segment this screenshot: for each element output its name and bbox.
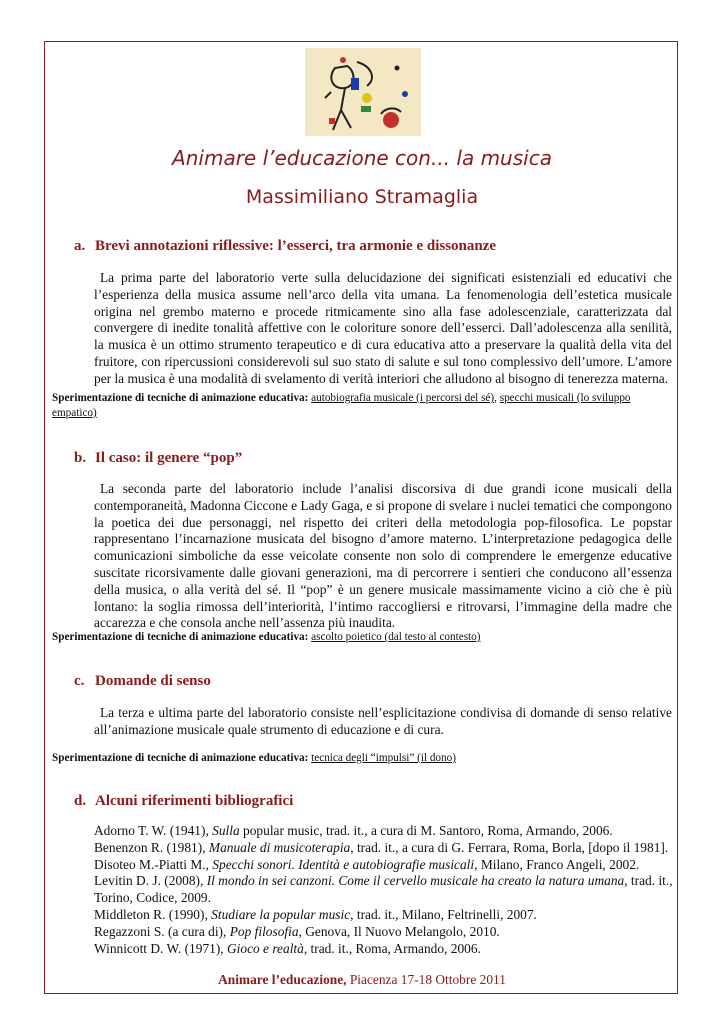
section-b-experimentation: Sperimentazione di tecniche di animazione educativa: ascolto poietico (dal testo al contesto) [52, 631, 481, 643]
section-a-paragraph: La prima parte del laboratorio verte sulla delucidazione dei significati esistenziali ed educativi che l’esperienza della musica assume nell’arco della vita umana. La fenomenologia dell’estetica musicale origina nel grembo materno e procede ritmicamente sino alla fase adolescenziale, caratterizzata dal convergere di inedite tonalità affettive con le coloriture sonore dell’esserci. Dall’adolescenza alla senilità, la musica è un ottimo strumento terapeutico e di cura educativa atto a preservare la qualità della vita del fruitore, con ripercussioni considerevoli sul suo stato di salute e sul tono complessivo dell’umore. L’amore per la musica è una modalità di svelamento di verità interiori che alludono al bisogno di tenerezza materna. [94, 270, 672, 386]
experimentation-link[interactable]: specchi musicali (lo sviluppo empatico) [52, 392, 631, 419]
section-a-experimentation: Sperimentazione di tecniche di animazione educativa: autobiografia musicale (i percorsi del sé), specchi musicali (lo sviluppo empatico) [52, 392, 631, 419]
author-name: Massimiliano Stramaglia [245, 186, 479, 208]
bibliography-entry: Benenzon R. (1981), Manuale di musicoterapia, trad. it., a cura di G. Ferrara, Roma, Borla, [dopo il 1981]. [94, 839, 669, 855]
section-b-heading: b. Il caso: il genere “pop” [74, 450, 243, 466]
bibliography-entry: Disoteo M.-Piatti M., Specchi sonori. Identità e autobiografie musicali, Milano, Franco Angeli, 2002. [94, 856, 640, 872]
experimentation-link[interactable]: autobiografia musicale (i percorsi del sé) [311, 392, 495, 404]
bibliography-list [94, 823, 674, 957]
page-footer: Animare l’educazione, Piacenza 17-18 Ottobre 2011 [218, 972, 506, 987]
section-b-paragraph: La seconda parte del laboratorio include l’analisi discorsiva di due grandi icone musicali della contemporaneità, Madonna Ciccone e Lady Gaga, e si propone di svelare i nuclei tematici che compongono la poetica dei due personaggi, nel rispetto dei criteri della metodologia pop-filosofica. Le popstar rappresentano l’incarnazione musicata del bisogno d’amore materno. L’interpretazione pedagogica delle comunicazioni simboliche da esse veicolate consente non solo di comprendere le emergenze educative suscitate ricorsivamente dalle giovani generazioni, ma di percorrere i sentieri che conducono all’essenza della musica, o alla verità del sé. Il “pop” è un genere musicale massimamente vicino a ciò che è più lontano: la soglia rimossa dell’interiorità, l’intimo raccogliersi e ritrovarsi, l’immagine della madre che accarezza e che consola anche nell’assenza più inaudita. [94, 481, 672, 631]
bibliography-entry: Winnicott D. W. (1971), Gioco e realtà, trad. it., Roma, Armando, 2006. [94, 940, 481, 956]
bibliography-entry: Levitin D. J. (2008), Il mondo in sei canzoni. Come il cervello musicale ha creato la natura umana, trad. it., Torino, Codice, 2009. [94, 873, 673, 906]
section-a-heading: a. Brevi annotazioni riflessive: l’esserci, tra armonie e dissonanze [74, 238, 497, 254]
bibliography-entry: Middleton R. (1990), Studiare la popular music, trad. it., Milano, Feltrinelli, 2007. [94, 906, 537, 922]
experimentation-link[interactable]: tecnica degli “impulsi” (il dono) [311, 752, 456, 764]
experimentation-link[interactable]: ascolto poietico (dal testo al contesto) [311, 631, 481, 643]
bibliography-entry: Regazzoni S. (a cura di), Pop filosofia, Genova, Il Nuovo Melangolo, 2010. [94, 923, 500, 939]
section-c-heading: c. Domande di senso [74, 673, 211, 689]
miro-style-logo-illustration [305, 48, 421, 136]
document-title: Animare l’educazione con... la musica [172, 146, 552, 170]
section-c-paragraph: La terza e ultima parte del laboratorio consiste nell’esplicitazione condivisa di domande di senso relative all’animazione musicale quale strumento di educazione e di cura. [94, 705, 672, 737]
section-c-experimentation: Sperimentazione di tecniche di animazione educativa: tecnica degli “impulsi” (il dono) [52, 752, 456, 764]
bibliography-entry: Adorno T. W. (1941), Sulla popular music, trad. it., a cura di M. Santoro, Roma, Armando, 2006. [94, 823, 613, 838]
section-d-heading: d. Alcuni riferimenti bibliografici [74, 793, 294, 809]
